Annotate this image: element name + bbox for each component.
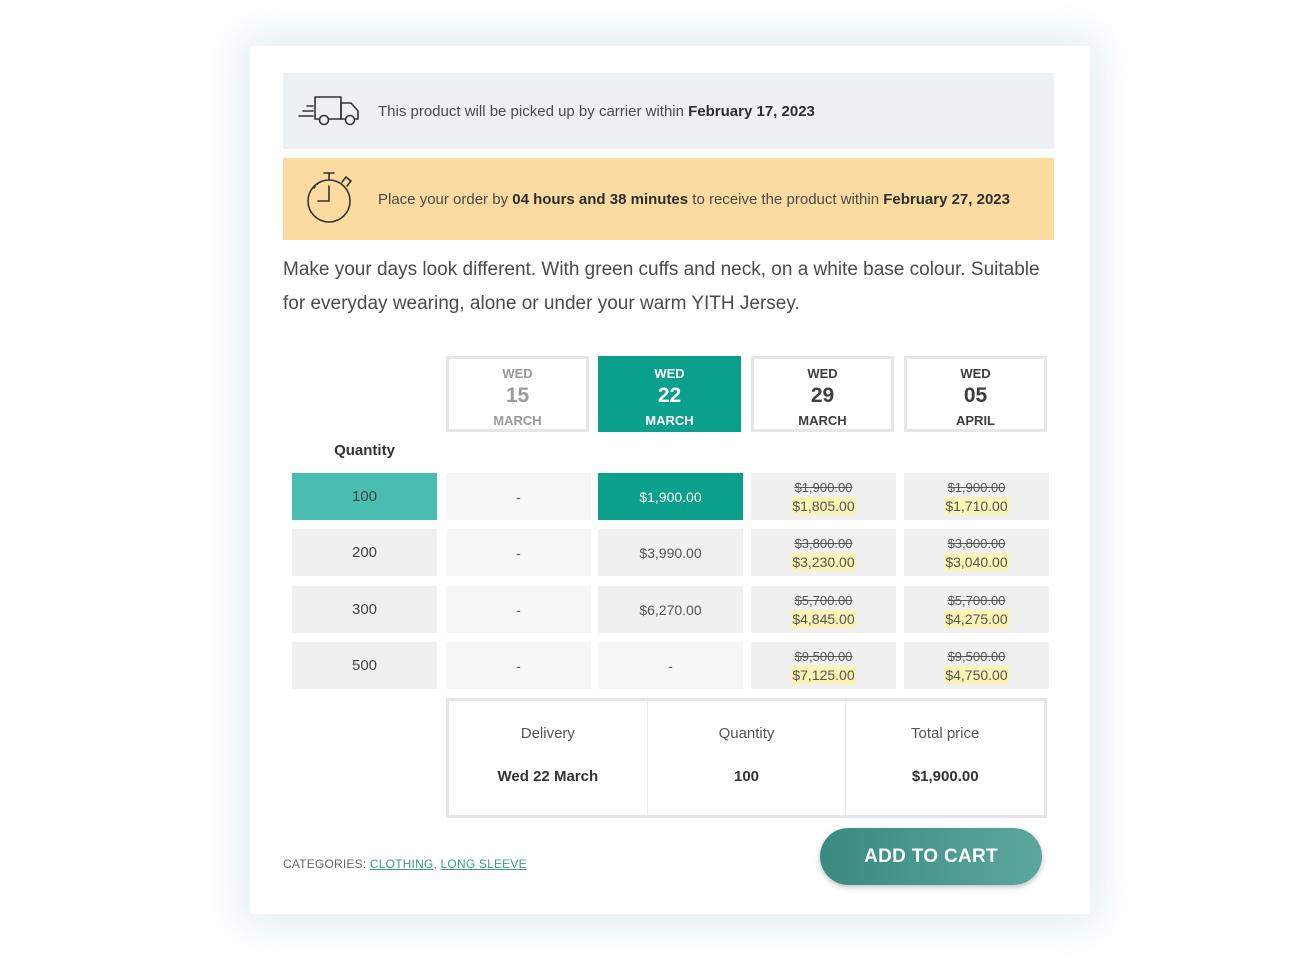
date-column-wed-15-march bbox=[446, 356, 589, 432]
order-notice-prefix: Place your order by bbox=[378, 190, 513, 208]
price-cell[interactable] bbox=[904, 473, 1049, 520]
price-cell-selected[interactable]: $1,900.00 bbox=[598, 473, 743, 520]
price-cell[interactable] bbox=[751, 473, 896, 520]
category-link-clothing[interactable]: CLOTHING bbox=[369, 857, 434, 871]
category-link-long-sleeve[interactable]: LONG SLEEVE bbox=[440, 857, 527, 871]
date-day: 29 bbox=[810, 384, 835, 407]
quantity-option-200[interactable]: 200 bbox=[292, 529, 437, 576]
summary-quantity bbox=[648, 701, 847, 815]
order-notice-text bbox=[378, 188, 1032, 211]
order-countdown: 04 hours and 38 minutes bbox=[512, 190, 689, 208]
price-cell-unavailable: - bbox=[446, 642, 591, 689]
price-cell-unavailable: - bbox=[446, 586, 591, 633]
price-cell[interactable] bbox=[751, 586, 896, 633]
discounted-price: $1,710.00 bbox=[945, 497, 1008, 514]
discounted-price: $4,750.00 bbox=[945, 666, 1008, 683]
date-weekday: WED bbox=[807, 366, 838, 381]
order-summary bbox=[446, 698, 1047, 818]
price-cell-unavailable: - bbox=[598, 642, 743, 689]
order-notice-middle: to receive the product within bbox=[688, 190, 884, 208]
date-column-wed-29-march[interactable] bbox=[751, 356, 894, 432]
price-cell[interactable] bbox=[751, 529, 896, 576]
summary-delivery-label: Delivery bbox=[520, 725, 575, 742]
carrier-pickup-date: February 17, 2023 bbox=[688, 102, 815, 120]
original-price: $9,500.00 bbox=[794, 648, 853, 664]
original-price: $5,700.00 bbox=[794, 592, 853, 608]
date-weekday: WED bbox=[502, 366, 533, 381]
discounted-price: $3,230.00 bbox=[792, 553, 855, 570]
quantity-option-500[interactable]: 500 bbox=[292, 642, 437, 689]
original-price: $1,900.00 bbox=[947, 479, 1006, 495]
summary-delivery-value: Wed 22 March bbox=[497, 768, 599, 785]
summary-quantity-value: 100 bbox=[733, 768, 760, 785]
discounted-price: $4,275.00 bbox=[945, 610, 1008, 627]
original-price: $1,900.00 bbox=[794, 479, 853, 495]
date-day: 15 bbox=[505, 384, 530, 407]
original-price: $9,500.00 bbox=[947, 648, 1006, 664]
date-month: MARCH bbox=[798, 413, 847, 428]
carrier-notice-text bbox=[378, 100, 1032, 123]
add-to-cart-button[interactable]: ADD TO CART bbox=[820, 828, 1042, 885]
summary-delivery bbox=[449, 701, 648, 815]
summary-total-value: $1,900.00 bbox=[911, 768, 979, 785]
product-description: Make your days look different. With green cuffs and neck, on a white base colour. Suitable for everyday wearing, alone or under your warm YITH Jersey. bbox=[283, 259, 1040, 314]
categories-label: CATEGORIES: bbox=[283, 857, 370, 871]
summary-quantity-label: Quantity bbox=[718, 725, 775, 742]
quantity-option-300[interactable]: 300 bbox=[292, 586, 437, 633]
price-cell[interactable]: $6,270.00 bbox=[598, 586, 743, 633]
product-categories: CATEGORIES: CLOTHING, LONG SLEEVE bbox=[283, 857, 527, 871]
date-day: 22 bbox=[657, 384, 682, 407]
date-month: MARCH bbox=[493, 413, 542, 428]
truck-icon bbox=[297, 92, 361, 131]
carrier-notice bbox=[283, 73, 1054, 149]
price-cell[interactable] bbox=[904, 586, 1049, 633]
delivery-date: February 27, 2023 bbox=[883, 190, 1010, 208]
carrier-notice-message: This product will be picked up by carrier within bbox=[378, 102, 689, 120]
price-cell[interactable] bbox=[904, 642, 1049, 689]
original-price: $3,800.00 bbox=[947, 535, 1006, 551]
discounted-price: $7,125.00 bbox=[792, 666, 855, 683]
date-month: APRIL bbox=[956, 413, 995, 428]
summary-total bbox=[846, 701, 1044, 815]
summary-total-label: Total price bbox=[910, 725, 980, 742]
price-cell[interactable]: $3,990.00 bbox=[598, 529, 743, 576]
date-weekday: WED bbox=[654, 366, 685, 381]
stopwatch-icon bbox=[303, 169, 355, 230]
discounted-price: $4,845.00 bbox=[792, 610, 855, 627]
original-price: $5,700.00 bbox=[947, 592, 1006, 608]
quantity-column-header: Quantity bbox=[334, 442, 395, 459]
original-price: $3,800.00 bbox=[794, 535, 853, 551]
quantity-option-100[interactable]: 100 bbox=[292, 473, 437, 520]
discounted-price: $1,805.00 bbox=[792, 497, 855, 514]
date-column-wed-05-april[interactable] bbox=[904, 356, 1047, 432]
price-cell[interactable] bbox=[904, 529, 1049, 576]
date-weekday: WED bbox=[960, 366, 991, 381]
price-cell-unavailable: - bbox=[446, 473, 591, 520]
date-month: MARCH bbox=[645, 413, 694, 428]
order-deadline-notice bbox=[283, 158, 1054, 240]
date-column-wed-22-march[interactable] bbox=[598, 356, 741, 432]
price-cell[interactable] bbox=[751, 642, 896, 689]
date-day: 05 bbox=[963, 384, 988, 407]
price-cell-unavailable: - bbox=[446, 529, 591, 576]
discounted-price: $3,040.00 bbox=[945, 553, 1008, 570]
